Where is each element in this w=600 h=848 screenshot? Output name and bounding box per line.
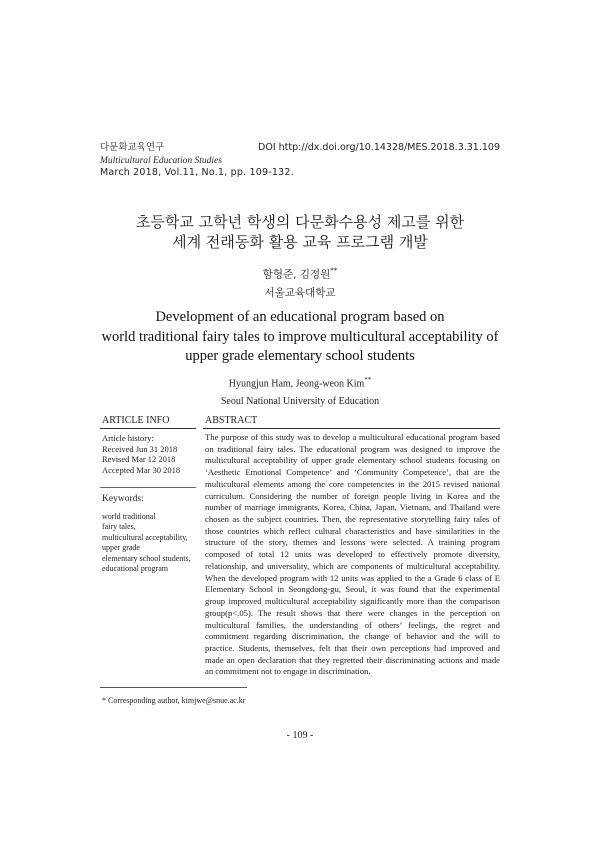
article-info-heading: ARTICLE INFO bbox=[102, 415, 170, 426]
authors-korean-block bbox=[100, 262, 500, 302]
abstract-text: The purpose of this study was to develop a multicultural educational program based on traditional fairy tales. The educational program was designed to improve the multicultural acceptability of upper grade elementary school students focusing on ‘Aesthetic Emotional Competence’ and ‘Community Competence’, that are the multicultural elements among the core competencies in the 2015 revised national curriculum. Considering the number of foreign people living in Korea and the number of marriage immigrants, Korea, China, Japan, Vietnam, and Thailand were chosen as the subject countries. Then, the representative storytelling fairy tales of those countries which reflect cultural characteristics and have similarities in the structure of the story, themes and lessons were selected. A training program composed of total 12 units was developed to effectively promote diversity, relationship, and universality, which are components of multicultural acceptability. When the developed program with 12 units was applied to the a Grade 6 class of E Elementary School in Seongdong-gu, Seoul, it was found that the experimental group improved multicultural acceptability significantly more than the comparison group(p<.05). The result shows that there were changes in the perception on multicultural families, the understanding of others’ feelings, the regret and commitment regarding discrimination, the change of behavior and the will to practice. Students, themselves, felt that their own perceptions had improved and made an open declaration that they regretted their discriminating actions and made an commitment not to engage in discrimination. bbox=[205, 432, 500, 677]
keyword-item: fairy tales, bbox=[102, 522, 136, 532]
title-english-line-2: world traditional fairy tales to improve multicultural acceptability of bbox=[101, 328, 499, 345]
keyword-item: upper grade bbox=[102, 543, 140, 553]
keywords-rule bbox=[100, 487, 196, 488]
affiliation-english: Seoul National University of Education bbox=[220, 396, 380, 408]
keyword-item: world traditional bbox=[102, 512, 156, 521]
doi-link[interactable]: DOI http://dx.doi.org/10.14328/MES.2018.3.31.109 bbox=[258, 142, 500, 153]
title-english-line-1: Development of an educational program based on bbox=[155, 309, 445, 325]
title-english-line-3: upper grade elementary school students bbox=[185, 348, 415, 364]
journal-name-korean: 다문화교육연구 bbox=[100, 142, 165, 153]
volume-info: March 2018, Vol.11, No.1, pp. 109-132. bbox=[100, 167, 294, 178]
keyword-item: multicultural acceptability, bbox=[102, 532, 188, 542]
revised-date: Revised Mar 12 2018 bbox=[102, 454, 176, 465]
authors-korean-names: 함형준, 김정원 bbox=[262, 268, 331, 281]
article-history bbox=[102, 433, 180, 475]
keywords-list bbox=[102, 512, 191, 574]
corresponding-mark-ko: ** bbox=[330, 267, 338, 275]
keyword-item: elementary school students, bbox=[102, 553, 191, 563]
authors-english-names: Hyungjun Ham, Jeong-weon Kim bbox=[228, 378, 365, 390]
abstract-heading: ABSTRACT bbox=[205, 415, 258, 426]
title-korean-line-2: 세계 전래동화 활용 교육 프로그램 개발 bbox=[172, 233, 428, 251]
page-number: - 109 - bbox=[286, 730, 314, 741]
accepted-date: Accepted Mar 30 2018 bbox=[102, 464, 181, 475]
history-label: Article history: bbox=[102, 433, 154, 443]
corresponding-mark-en: ** bbox=[364, 376, 372, 384]
title-korean bbox=[100, 212, 500, 252]
received-date: Received Jun 31 2018 bbox=[102, 443, 178, 454]
corresponding-author-footnote: * Corresponding author, kimjwe@snue.ac.kr bbox=[102, 696, 246, 705]
keywords-heading: Keywords: bbox=[102, 494, 144, 504]
authors-english bbox=[100, 371, 500, 393]
keyword-item: educational program bbox=[102, 564, 168, 574]
footnote-rule bbox=[100, 687, 247, 688]
authors-korean bbox=[100, 262, 500, 284]
abstract-rule bbox=[203, 428, 500, 429]
article-info-rule bbox=[100, 428, 196, 429]
authors-english-block bbox=[100, 371, 500, 411]
affiliation-korean: 서울교육대학교 bbox=[264, 286, 336, 299]
title-korean-line-1: 초등학교 고학년 학생의 다문화수용성 제고를 위한 bbox=[135, 213, 465, 231]
title-english bbox=[100, 308, 500, 367]
journal-name-english: Multicultural Education Studies bbox=[100, 155, 222, 166]
